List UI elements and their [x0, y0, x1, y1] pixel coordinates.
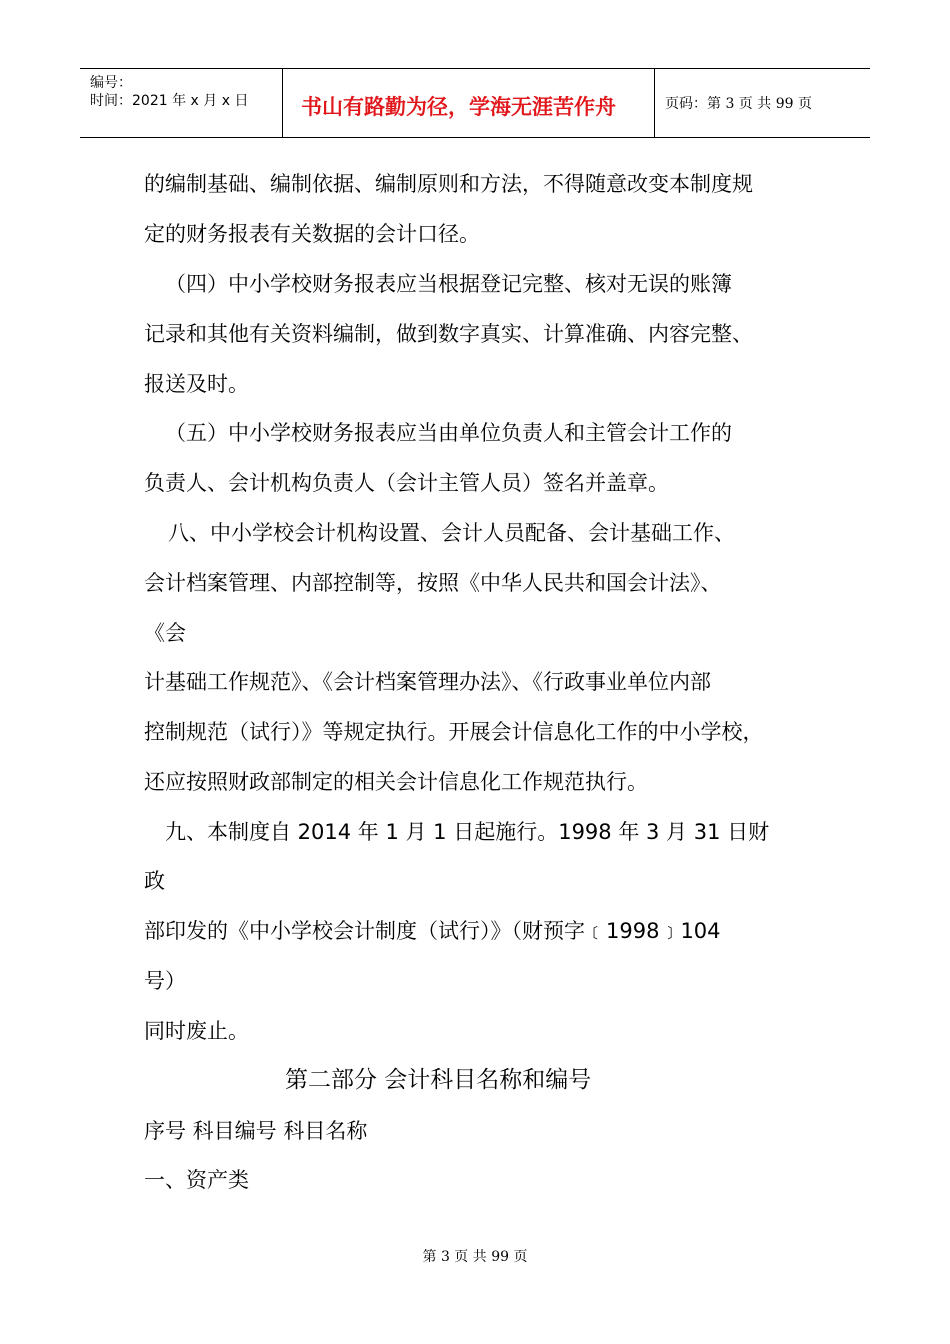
- number-label: 编号：: [90, 75, 132, 91]
- text-line: 九、本制度自 2014 年 1 月 1 日起施行。1998 年 3 月 31 日财: [165, 820, 770, 844]
- motto: 书山有路勤为径，学海无涯苦作舟: [301, 94, 616, 119]
- time-label: 时间：2021 年 x 月 x 日: [90, 93, 249, 109]
- text-line: 政: [144, 869, 165, 893]
- text-line: 记录和其他有关资料编制，做到数字真实、计算准确、内容完整、: [144, 322, 753, 346]
- text-line: 《会: [144, 621, 186, 645]
- text-line: 部印发的《中小学校会计制度（试行）》（财预字﹝1998﹞104: [144, 919, 721, 943]
- page-footer: 第 3 页 共 99 页: [422, 1249, 528, 1265]
- table-header: 序号 科目编号 科目名称: [144, 1119, 368, 1143]
- text-line: 同时废止。: [144, 1019, 249, 1043]
- text-line: 的编制基础、编制依据、编制原则和方法，不得随意改变本制度规: [144, 172, 753, 196]
- header-motto-cell: [283, 69, 655, 137]
- category-label: 一、资产类: [144, 1168, 249, 1192]
- text-line: 八、中小学校会计机构设置、会计人员配备、会计基础工作、: [168, 521, 735, 545]
- text-line: 会计档案管理、内部控制等，按照《中华人民共和国会计法》、: [144, 571, 722, 595]
- page-info: 页码：第 3 页 共 99 页: [665, 96, 812, 112]
- text-line: 负责人、会计机构负责人（会计主管人员）签名并盖章。: [144, 471, 669, 495]
- section-heading: 第二部分 会计科目名称和编号: [285, 1067, 592, 1093]
- header-page-cell: [655, 69, 870, 137]
- text-line: （四）中小学校财务报表应当根据登记完整、核对无误的账簿: [165, 272, 732, 296]
- text-line: 还应按照财政部制定的相关会计信息化工作规范执行。: [144, 770, 648, 794]
- page-header: [80, 68, 870, 138]
- text-line: 报送及时。: [144, 372, 249, 396]
- header-meta-cell: [80, 69, 283, 137]
- text-line: 号）: [144, 969, 186, 993]
- text-line: （五）中小学校财务报表应当由单位负责人和主管会计工作的: [165, 421, 732, 445]
- text-line: 计基础工作规范》、《会计档案管理办法》、《行政事业单位内部: [144, 670, 711, 694]
- text-line: 定的财务报表有关数据的会计口径。: [144, 222, 480, 246]
- text-line: 控制规范（试行）》等规定执行。开展会计信息化工作的中小学校，: [144, 720, 764, 744]
